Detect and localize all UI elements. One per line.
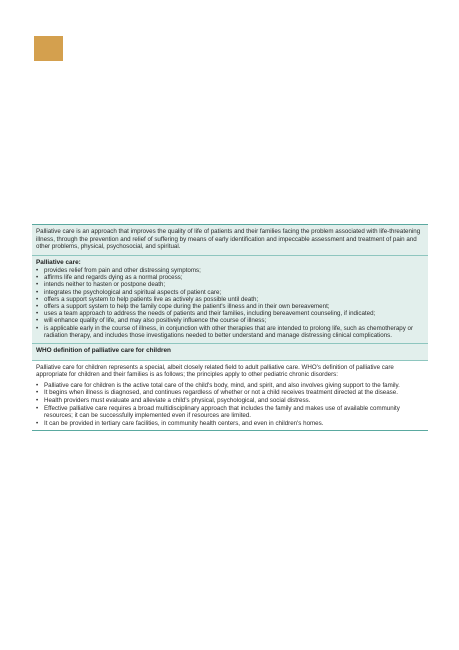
definition-box <box>32 224 428 431</box>
list-item: • Palliative care for children is the active total care of the child's body, mind, and spirit, and also involves giving support to the family. <box>36 382 424 389</box>
list-item: • offers a support system to help the family cope during the patient's illness and in their own bereavement; <box>36 303 424 310</box>
who-heading-section <box>32 343 428 360</box>
list-item: • offers a support system to help patients live as actively as possible until death; <box>36 296 424 303</box>
who-children-section <box>32 360 428 431</box>
list-item: • is applicable early in the course of illness, in conjunction with other therapies that are intended to prolong life, such as chemotherapy or radiation therapy, and includes those investigations needed to better understand and manage distressing clinical complications. <box>36 325 424 339</box>
list-item: • Health providers must evaluate and alleviate a child's physical, psychological, and social distress. <box>36 397 424 404</box>
who-heading: WHO definition of palliative care for children <box>36 347 171 355</box>
palliative-care-section <box>32 255 428 344</box>
list-item: • will enhance quality of life, and may also positively influence the course of illness; <box>36 317 424 324</box>
corner-color-block <box>34 36 63 61</box>
palliative-care-heading: Palliative care: <box>36 258 81 266</box>
who-intro-paragraph: Palliative care for children represents a special, albeit closely related field to adult palliative care. WHO's definition of palliative care appropriate for children and their families is as follows; the principles apply to other pediatric chronic disorders: <box>36 363 394 379</box>
list-item: • uses a team approach to address the needs of patients and their families, including bereavement counseling, if indicated; <box>36 310 424 317</box>
list-item: • provides relief from pain and other distressing symptoms; <box>36 267 424 274</box>
list-item: • Effective palliative care requires a broad multidisciplinary approach that includes the family and makes use of available community resources; it can be successfully implemented even if resources are limited. <box>36 405 424 419</box>
list-item: • It begins when illness is diagnosed, and continues regardless of whether or not a child receives treatment directed at the disease. <box>36 389 424 396</box>
palliative-care-list <box>36 267 424 339</box>
list-item: • integrates the psychological and spiritual aspects of patient care; <box>36 289 424 296</box>
intro-paragraph: Palliative care is an approach that improves the quality of life of patients and their families facing the problem associated with life-threatening illness, through the prevention and relief of suffering by means of early identification and impeccable assessment and treatment of pain and other problems, physical, psychosocial, and spiritual. <box>36 228 421 250</box>
intro-section <box>32 225 428 255</box>
list-item: • affirms life and regards dying as a normal process; <box>36 274 424 281</box>
who-children-list <box>36 382 424 427</box>
list-item: • intends neither to hasten or postpone death; <box>36 281 424 288</box>
list-item: • It can be provided in tertiary care facilities, in community health centers, and even in children's homes. <box>36 420 424 427</box>
